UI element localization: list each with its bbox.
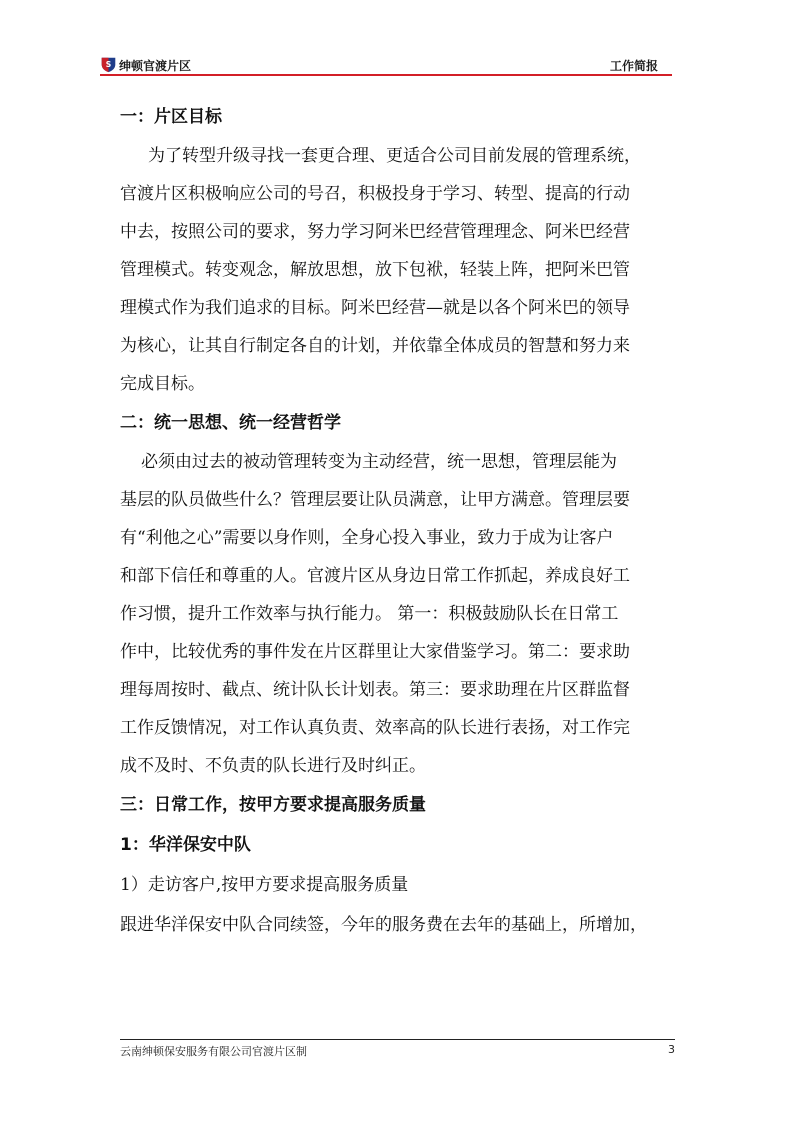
text-line: 成不及时、不负责的队长进行及时纠正。	[120, 756, 426, 776]
text-line: 为了转型升级寻找一套更合理、更适合公司目前发展的管理系统，	[148, 146, 641, 166]
subsection-item: 1）走访客户,按甲方要求提高服务质量	[120, 875, 409, 895]
section-heading: 三：日常工作，按甲方要求提高服务质量	[120, 795, 426, 815]
paragraph	[120, 443, 676, 785]
header-org-title: 绅顿官渡片区	[119, 59, 192, 73]
text-line: 中去，按照公司的要求，努力学习阿米巴经营管理理念、阿米巴经营	[120, 222, 630, 242]
text-line: 官渡片区积极响应公司的号召，积极投身于学习、转型、提高的行动	[120, 184, 630, 204]
text-line: 作中，比较优秀的事件发在片区群里让大家借鉴学习。第二：要求助	[120, 642, 630, 662]
text-line: 和部下信任和尊重的人。官渡片区从身边日常工作抓起，养成良好工	[120, 566, 630, 586]
document-body	[120, 97, 676, 945]
page-number: 3	[668, 1043, 675, 1056]
text-line: 必须由过去的被动管理转变为主动经营，统一思想，管理层能为	[141, 452, 617, 472]
page-header	[100, 54, 672, 76]
header-divider	[100, 74, 672, 76]
text-line: 作习惯，提升工作效率与执行能力。 第一：积极鼓励队长在日常工	[120, 604, 619, 624]
text-line: 理每周按时、截点、统计队长计划表。第三：要求助理在片区群监督	[120, 680, 630, 700]
text-line: 管理模式。转变观念，解放思想，放下包袱，轻装上阵，把阿米巴管	[120, 260, 630, 280]
section-heading: 二：统一思想、统一经营哲学	[120, 413, 341, 433]
paragraph	[120, 137, 676, 403]
shield-logo-icon	[100, 56, 117, 73]
section-heading: 一：片区目标	[120, 107, 222, 127]
svg-text:S: S	[105, 60, 112, 70]
header-doc-type: 工作简报	[609, 59, 658, 73]
text-line: 为核心，让其自行制定各自的计划，并依靠全体成员的智慧和努力来	[120, 336, 630, 356]
text-line: 工作反馈情况，对工作认真负责、效率高的队长进行表扬，对工作完	[120, 718, 630, 738]
text-line: 完成目标。	[120, 374, 205, 394]
page-footer	[120, 1039, 675, 1060]
subsection-heading: 1：华洋保安中队	[120, 835, 251, 855]
text-line: 基层的队员做些什么？管理层要让队员满意，让甲方满意。管理层要	[120, 490, 630, 510]
text-line: 理模式作为我们追求的目标。阿米巴经营—就是以各个阿米巴的领导	[120, 298, 630, 318]
text-line: 有“利他之心”需要以身作则，全身心投入事业，致力于成为让客户	[120, 528, 614, 548]
footer-company: 云南绅顿保安服务有限公司官渡片区制	[120, 1045, 307, 1058]
text-line: 跟进华洋保安中队合同续签，今年的服务费在去年的基础上，所增加，	[120, 915, 647, 935]
